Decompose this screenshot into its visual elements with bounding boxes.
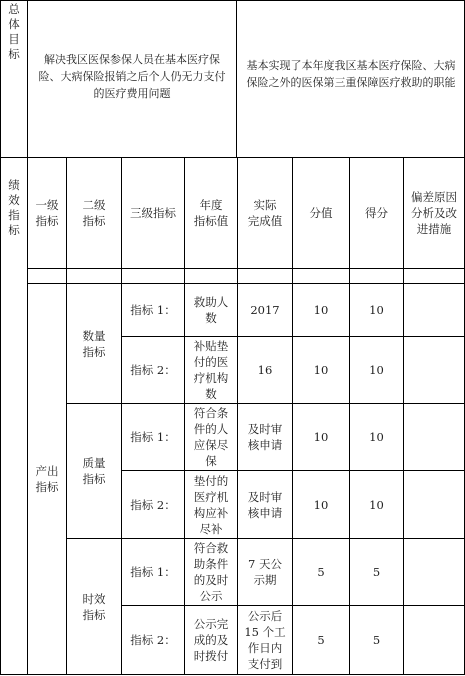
- table-row-annual: 符合救 助条件 的及时 公示: [193, 541, 229, 603]
- goal-right-text: 基本实现了本年度我区基本医疗保险、大病保险之外的医保第三重保障医疗救助的职能: [246, 59, 456, 89]
- table-row-score-got: 10: [369, 497, 384, 512]
- grid-line: [0, 674, 465, 675]
- table-row-annual: 符合条 件的人 应保尽 保: [193, 406, 229, 468]
- goal-section-label: 总体目标: [8, 2, 20, 61]
- header-score-got: 得分: [365, 206, 388, 220]
- header-deviation: 偏差原因 分析及改 进措施: [411, 190, 457, 236]
- group-quality: 质量 指标: [82, 456, 106, 486]
- table-row-annual: 补贴垫 付的医 疗机构 数: [193, 339, 229, 401]
- table-row-score-value: 10: [313, 497, 329, 512]
- table-row-score-value: 5: [317, 633, 325, 647]
- grid-line: [236, 0, 237, 157]
- table-row-score-value: 5: [317, 565, 325, 579]
- table-row-score-got: 10: [369, 363, 384, 377]
- table-row-indicator: 指标 2：: [130, 497, 176, 512]
- table-row-annual: 公示完 成的及 时拨付: [193, 617, 229, 663]
- table-row-score-value: 10: [313, 303, 329, 317]
- table-row-actual: 及时审 核申请: [247, 489, 283, 520]
- table-row-indicator: 指标 1：: [130, 565, 176, 579]
- header-level1: 一级 指标: [35, 198, 59, 228]
- table-row-score-got: 10: [369, 303, 384, 317]
- table-row-actual: 公示后 15 个工 作日内 支付到: [244, 609, 286, 671]
- table-row-actual: 7 天公 示期: [248, 557, 282, 587]
- table-row-indicator: 指标 2：: [130, 633, 176, 647]
- table-row-deviation: [404, 471, 464, 538]
- grid-line: [0, 0, 1, 675]
- table-row-indicator: 指标 2：: [130, 363, 176, 377]
- table-row-deviation: [404, 284, 464, 336]
- group-timeliness: 时效 指标: [82, 591, 106, 622]
- header-annual: 年度 指标值: [193, 198, 229, 228]
- table-row-actual: 及时审 核申请: [247, 422, 283, 452]
- goal-left-text: 解决我区医保参保人员在基本医疗保险、大病保险报销之后个人仍无力支付的医疗费用问题: [38, 52, 226, 100]
- table-row-deviation: [404, 404, 464, 470]
- grid-line: [27, 268, 465, 269]
- table-row-score-got: 5: [372, 633, 381, 647]
- table-row-score-value: 10: [313, 430, 329, 444]
- table-row-deviation: [404, 606, 464, 674]
- header-level2: 二级 指标: [82, 198, 106, 228]
- table-row-score-got: 5: [372, 565, 381, 579]
- header-score-value: 分值: [309, 206, 333, 220]
- table-row-indicator: 指标 1：: [130, 430, 176, 444]
- table-row-deviation: [404, 539, 464, 605]
- header-level3: 三级指标: [130, 206, 176, 220]
- table-row-actual: 2017: [250, 303, 280, 317]
- table-row-actual: 16: [257, 363, 273, 377]
- group-quantity: 数量 指标: [82, 328, 106, 359]
- indicator-section-label: 绩效指标: [8, 178, 20, 237]
- level1-output-indicator: 产出 指标: [35, 464, 59, 494]
- table-row-score-got: 10: [369, 430, 384, 444]
- table-row-indicator: 指标 1：: [130, 303, 176, 317]
- header-actual: 实际 完成值: [247, 198, 283, 228]
- table-row-annual: 垫付的 医疗机 构应补 尽补: [193, 473, 229, 536]
- table-row-annual: 救助人 数: [193, 295, 229, 325]
- table-row-deviation: [404, 337, 464, 403]
- table-row-score-value: 10: [313, 363, 329, 377]
- grid-line: [0, 0, 465, 1]
